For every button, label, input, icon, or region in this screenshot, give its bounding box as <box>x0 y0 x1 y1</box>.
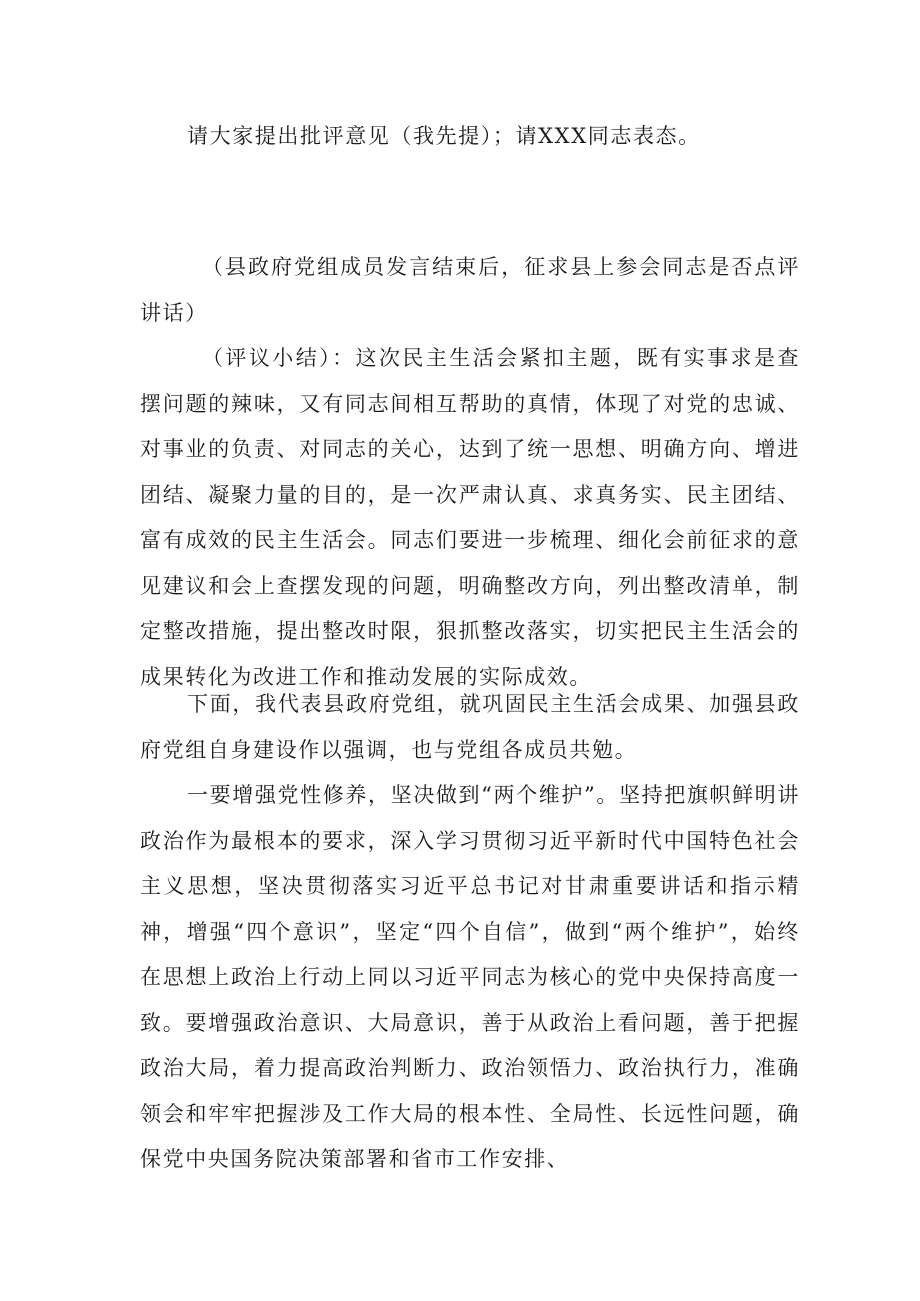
paragraph-instruction-note: （县政府党组成员发言结束后，征求县上参会同志是否点评讲话） <box>140 255 800 325</box>
paragraph-evaluation-summary: （评议小结）：这次民主生活会紧扣主题，既有实事求是查摆问题的辣味，又有同志间相互帮助的真情，体现了对党的忠诚、对事业的负责、对同志的关心，达到了统一思想、明确方向、增进团结、凝聚力量的目的，是一次严肃认真、求真务实、民主团结、富有成效的民主生活会。同志们要进一步梳理、细化会前征求的意见建议和会上查摆发现的问题，明确整改方向，列出整改清单，制定整改措施，提出整改时限，狠抓整改落实，切实把民主生活会的成果转化为改进工作和推动发展的实际成效。 <box>140 346 800 689</box>
paragraph-point-one: 一要增强党性修养，坚决做到“两个维护”。坚持把旗帜鲜明讲政治作为最根本的要求，深入学习贯彻习近平新时代中国特色社会主义思想，坚决贯彻落实习近平总书记对甘肃重要讲话和指示精神，增强“四个意识”，坚定“四个自信”，做到“两个维护”，始终在思想上政治上行动上同以习近平同志为核心的党中央保持高度一致。要增强政治意识、大局意识，善于从政治上看问题，善于把握政治大局，着力提高政治判断力、政治领悟力、政治执行力，准确领会和牢牢把握涉及工作大局的根本性、全局性、长远性问题，确保党中央国务院决策部署和省市工作安排、 <box>140 783 800 1171</box>
paragraph-request-criticism: 请大家提出批评意见（我先提）；请XXX同志表态。 <box>187 124 701 148</box>
paragraph-emphasis-intro: 下面，我代表县政府党组，就巩固民主生活会成果、加强县政府党组自身建设作以强调，也与党组各成员共勉。 <box>140 692 800 762</box>
